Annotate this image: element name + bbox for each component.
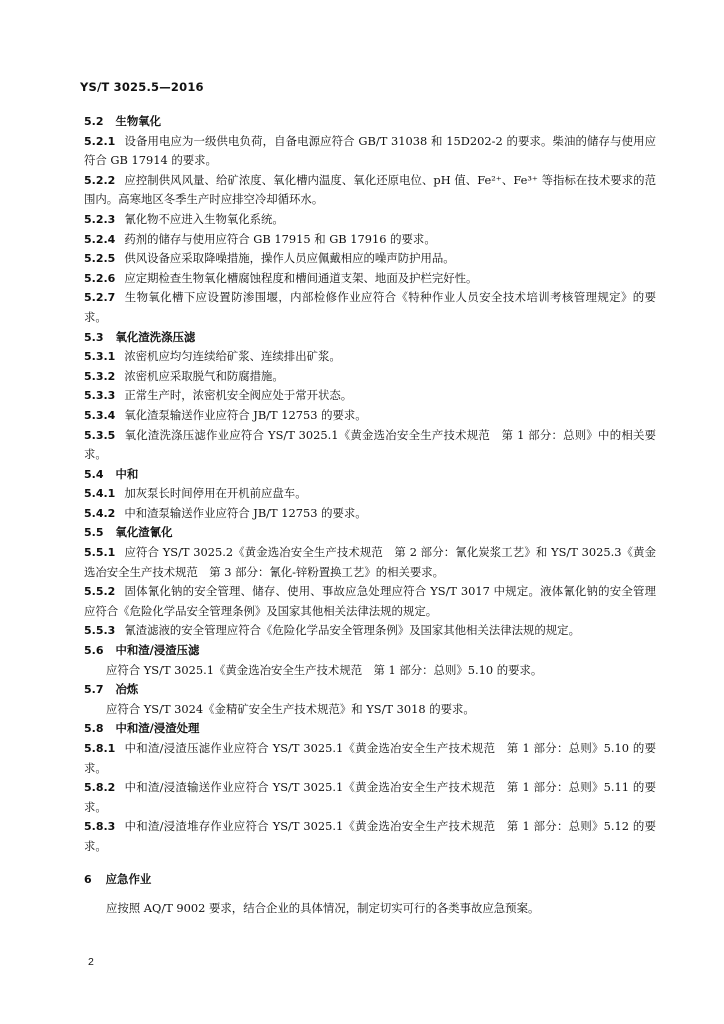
clause-text: 加灰泵长时间停用在开机前应盘车。 — [124, 486, 307, 501]
clause-number: 5.2.1 — [84, 134, 116, 148]
clause-item — [84, 230, 656, 250]
clause-number: 5.4.1 — [84, 487, 116, 501]
clause-item — [84, 582, 656, 621]
section-6-heading — [84, 870, 656, 890]
clause-paragraph — [84, 700, 656, 720]
clause-item — [84, 171, 656, 210]
clause-number: 5.4 — [84, 467, 104, 481]
clause-list — [84, 112, 656, 857]
clause-text: 中和渣泵输送作业应符合 JB/T 12753 的要求。 — [124, 505, 367, 520]
clause-number: 5.8.3 — [84, 820, 116, 834]
clause-item — [84, 386, 656, 406]
clause-item — [84, 132, 656, 171]
section-title: 中和渣/浸渣处理 — [115, 721, 200, 736]
clause-number: 5.8 — [84, 722, 104, 736]
clause-text: 中和渣/浸渣堆存作业应符合 YS/T 3025.1《黄金选冶安全生产技术规范 第 1 部分：总则》5.12 的要求。 — [84, 819, 656, 853]
clause-text: 应符合 YS/T 3025.1《黄金选冶安全生产技术规范 第 1 部分：总则》5.10 的要求。 — [106, 662, 543, 677]
section-heading — [84, 328, 656, 348]
clause-number: 5.7 — [84, 683, 104, 697]
section-title: 氧化渣洗涤压滤 — [115, 329, 196, 344]
clause-text: 固体氰化钠的安全管理、储存、使用、事故应急处理应符合 YS/T 3017 中规定。液体氰化钠的安全管理应符合《危险化学品安全管理条例》及国家其他相关法律法规的规定。 — [84, 584, 656, 618]
section-heading — [84, 523, 656, 543]
clause-number: 5.8.1 — [84, 742, 116, 755]
section-heading — [84, 680, 656, 700]
clause-text: 中和渣/浸渣输送作业应符合 YS/T 3025.1《黄金选冶安全生产技术规范 第 1 部分：总则》5.11 的要求。 — [84, 780, 656, 814]
clause-number: 5.2 — [84, 115, 104, 128]
section-6-title: 应急作业 — [105, 871, 152, 886]
clause-number: 5.3.1 — [84, 350, 116, 364]
clause-paragraph — [84, 661, 656, 681]
clause-text: 正常生产时，浓密机安全阀应处于常开状态。 — [124, 388, 353, 403]
clause-number: 5.2.5 — [84, 252, 116, 266]
clause-item — [84, 621, 656, 641]
clause-number: 5.2.4 — [84, 232, 116, 246]
clause-number: 5.3 — [84, 330, 104, 344]
clause-number: 5.2.3 — [84, 212, 116, 226]
clause-text: 氧化渣洗涤压滤作业应符合 YS/T 3025.1《黄金选冶安全生产技术规范 第 1 部分：总则》中的相关要求。 — [84, 427, 656, 462]
clause-text: 应符合 YS/T 3025.2《黄金选冶安全生产技术规范 第 2 部分：氰化炭浆工艺》和 YS/T 3025.3《黄金选冶安全生产技术规范 第 3 部分：氰化-锌粉置换工艺》的相关要求。 — [84, 545, 656, 579]
section-title: 生物氧化 — [115, 114, 162, 128]
section-title: 中和渣/浸渣压滤 — [115, 643, 200, 658]
section-6-text: 应按照 AQ/T 9002 要求，结合企业的具体情况，制定切实可行的各类事故应急预案。 — [106, 901, 540, 916]
section-heading — [84, 465, 656, 485]
clause-text: 氰渣滤液的安全管理应符合《危险化学品安全管理条例》及国家其他相关法律法规的规定。 — [124, 623, 580, 638]
clause-item — [84, 504, 656, 524]
clause-item — [84, 210, 656, 230]
clause-text: 应符合 YS/T 3024《金精矿安全生产技术规范》和 YS/T 3018 的要求。 — [106, 701, 475, 716]
document-body — [84, 112, 656, 919]
section-heading — [84, 719, 656, 739]
clause-number: 5.3.3 — [84, 389, 116, 403]
clause-text: 应定期检查生物氧化槽腐蚀程度和槽间通道支架、地面及护栏完好性。 — [124, 270, 478, 285]
clause-text: 应控制供风风量、给矿浓度、氧化槽内温度、氧化还原电位、pH 值、Fe²⁺、Fe³⁺ 等指标在技术要求的范围内。高寒地区冬季生产时应排空冷却循环水。 — [84, 172, 656, 207]
clause-text: 浓密机应均匀连续给矿浆、连续排出矿浆。 — [124, 349, 341, 364]
clause-item — [84, 426, 656, 465]
clause-item — [84, 288, 656, 327]
clause-item — [84, 406, 656, 426]
clause-number: 5.3.4 — [84, 408, 116, 422]
clause-item — [84, 484, 656, 504]
clause-number: 5.5.3 — [84, 624, 116, 638]
clause-number: 5.4.2 — [84, 506, 116, 520]
clause-item — [84, 778, 656, 817]
clause-number: 5.2.2 — [84, 173, 116, 187]
clause-item — [84, 367, 656, 387]
section-gap — [84, 857, 656, 870]
clause-text: 氰化物不应进入生物氧化系统。 — [124, 211, 284, 226]
clause-number: 5.2.6 — [84, 271, 116, 285]
clause-number: 5.3.2 — [84, 369, 116, 383]
clause-item — [84, 817, 656, 856]
section-title: 冶炼 — [115, 682, 139, 697]
clause-number: 5.5 — [84, 526, 104, 540]
clause-number: 5.2.7 — [84, 291, 116, 305]
section-title: 氧化渣氰化 — [115, 525, 173, 540]
clause-item — [84, 249, 656, 269]
clause-number: 5.6 — [84, 644, 104, 658]
clause-item — [84, 543, 656, 582]
section-heading — [84, 112, 656, 132]
clause-text: 中和渣/浸渣压滤作业应符合 YS/T 3025.1《黄金选冶安全生产技术规范 第 1 部分：总则》5.10 的要求。 — [84, 741, 656, 775]
section-6-number: 6 — [84, 872, 92, 886]
clause-text: 设备用电应为一级供电负荷，自备电源应符合 GB/T 31038 和 15D202-2 的要求。柴油的储存与使用应符合 GB 17914 的要求。 — [84, 133, 656, 168]
clause-number: 5.5.2 — [84, 585, 116, 599]
section-title: 中和 — [115, 466, 139, 481]
clause-number: 5.3.5 — [84, 428, 116, 442]
clause-text: 供风设备应采取降噪措施，操作人员应佩戴相应的噪声防护用品。 — [124, 251, 455, 266]
clause-text: 氧化渣泵输送作业应符合 JB/T 12753 的要求。 — [124, 407, 367, 422]
clause-text: 浓密机应采取脱气和防腐措施。 — [124, 368, 284, 383]
clause-item — [84, 269, 656, 289]
section-heading — [84, 641, 656, 661]
page-number: 2 — [88, 956, 94, 968]
clause-number: 5.8.2 — [84, 781, 116, 795]
clause-text: 生物氧化槽下应设置防渗围堰，内部检修作业应符合《特种作业人员安全技术培训考核管理规定》的要求。 — [84, 290, 656, 324]
clause-item — [84, 347, 656, 367]
clause-number: 5.5.1 — [84, 546, 116, 560]
document-header: YS/T 3025.5—2016 — [80, 80, 204, 94]
clause-item — [84, 739, 656, 778]
clause-text: 药剂的储存与使用应符合 GB 17915 和 GB 17916 的要求。 — [124, 231, 436, 246]
